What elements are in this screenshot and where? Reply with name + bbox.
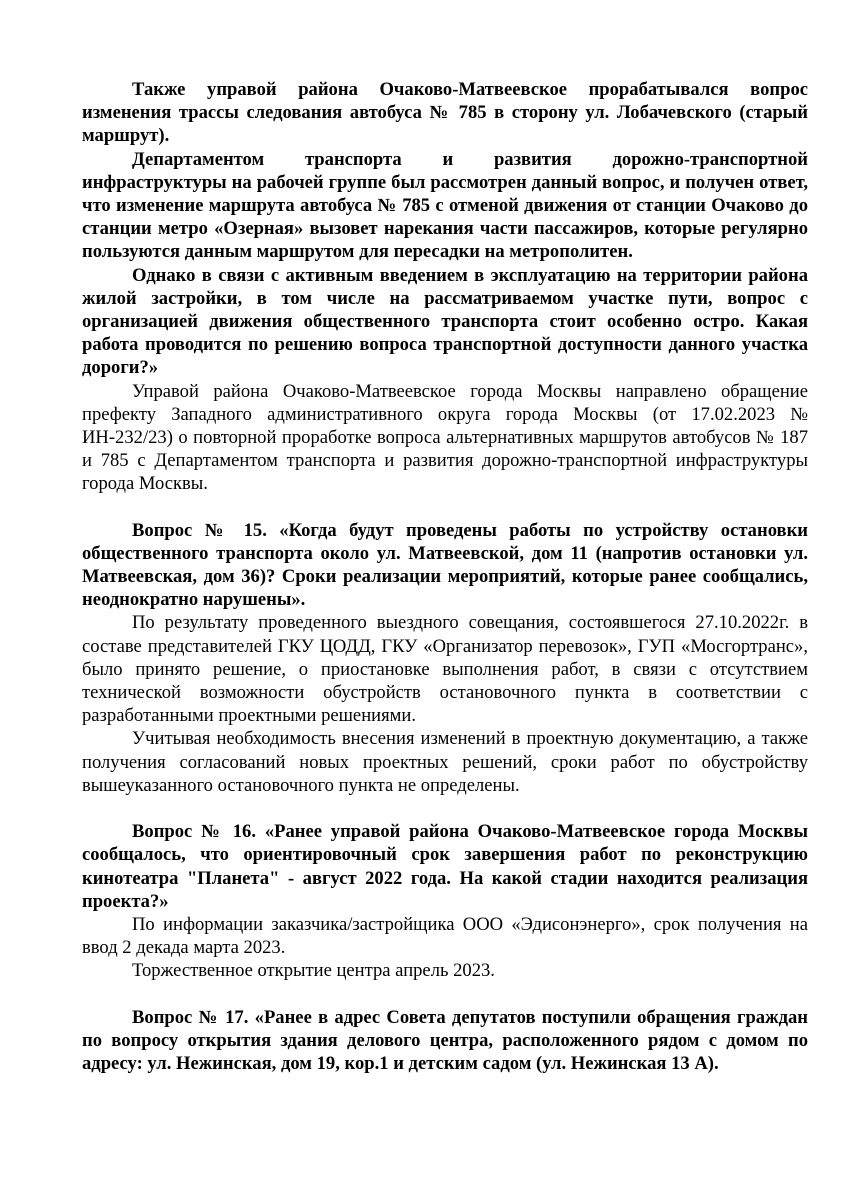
question-16-answer-commissioning: По информации заказчика/застройщика ООО «Эдисонэнерго», срок получения на ввод 2 декада марта 2023. — [82, 913, 808, 959]
question-16-answer-opening: Торжественное открытие центра апрель 2023. — [132, 960, 495, 982]
document-page — [82, 78, 808, 1075]
question-15-heading: Вопрос № 15. «Когда будут проведены работы по устройству остановки общественного транспорта около ул. Матвеевской, дом 11 (напротив остановки ул. Матвеевская, дом 36)? Сроки реализации мероприятий, которые ранее сообщались, неоднократно нарушены». — [82, 519, 808, 611]
section-spacer — [82, 496, 808, 519]
paragraph-bus-785-route: Также управой района Очаково-Матвеевское прорабатывался вопрос изменения трассы следования автобуса № 785 в сторону ул. Лобачевского (старый маршрут). — [82, 79, 808, 147]
section-spacer — [82, 983, 808, 1006]
paragraph-prefect-appeal: Управой района Очаково-Матвеевское города Москвы направлено обращение префекту Западного административного округа города Москвы (от 17.02.2023 № ИН-232/23) о повторной проработке вопроса альтернативных маршрутов автобусов № 187 и 785 с Департаментом транспорта и развития дорожно-транспортной инфраструктуры города Москвы. — [82, 380, 808, 495]
question-15-answer-deadlines: Учитывая необходимость внесения изменений в проектную документацию, а также получения согласований новых проектных решений, сроки работ по обустройству вышеуказанного остановочного пункта не определены. — [82, 728, 808, 796]
paragraph-residential-development-question: Однако в связи с активным введением в эксплуатацию на территории района жилой застройки, в том числе на рассматриваемом участке пути, вопрос с организацией движения общественного транспорта стоит особенно остро. Какая работа проводится по решению вопроса транспортной доступности данного участка дороги?» — [82, 264, 808, 379]
paragraph-transport-department-answer: Департаментом транспорта и развития дорожно-транспортной инфраструктуры на рабочей группе был рассмотрен данный вопрос, и получен ответ, что изменение маршрута автобуса № 785 с отменой движения от станции Очаково до станции метро «Озерная» вызовет нарекания части пассажиров, которые регулярно пользуются данным маршрутом для пересадки на метрополитен. — [82, 148, 808, 263]
question-15-answer-meeting: По результату проведенного выездного совещания, состоявшегося 27.10.2022г. в составе представителей ГКУ ЦОДД, ГКУ «Организатор перевозок», ГУП «Мосгортранс», было принято решение, о приостановке выполнения работ, в связи с отсутствием технической возможности обустройств остановочного пункта в соответствии с разработанными проектными решениями. — [82, 612, 808, 727]
question-16-heading: Вопрос № 16. «Ранее управой района Очаково-Матвеевское города Москвы сообщалось, что ориентировочный срок завершения работ по реконструкцию кинотеатра "Планета" - август 2022 года. На какой стадии находится реализация проекта?» — [82, 821, 808, 912]
question-17-heading: Вопрос № 17. «Ранее в адрес Совета депутатов поступили обращения граждан по вопросу открытия здания делового центра, расположенного рядом с домом по адресу: ул. Нежинская, дом 19, кор.1 и детским садом (ул. Нежинская 13 А). — [82, 1006, 808, 1074]
section-spacer — [82, 797, 808, 820]
